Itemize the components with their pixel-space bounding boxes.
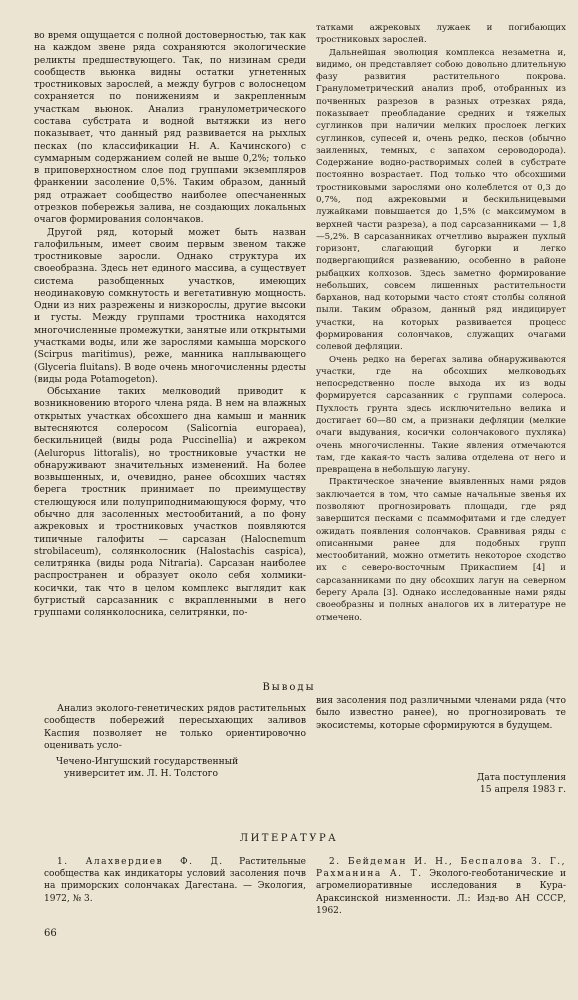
reference-text: Эколого-геоботанические и агромелиоративные исследования в Кура-Араксинской низменности. Л.: Изд-во АН СССР, 1962. [316,869,566,916]
reference-authors: 2. Бейдеман И. Н., Беспалова З. Г., Рахманина А. Т. [316,857,566,880]
paragraph: Очень редко на берегах залива обнаруживаются участки, где на обсохших мелководьях непосредственно после выхода их из воды формируется сарсазанник с группами солероса. Пухлость грунта здесь исключительно велика и достигает 60—80 см, а признаки дефляции (мелкие очаги выдувания, косички солончакового пухляка) очень многочисленны. Такие явления отмечаются там, где какая-то часть залива отделена от него и превращена в небольшую лагуну. [316,354,566,476]
received-date [316,772,566,796]
page-number: 66 [44,928,57,939]
affiliation-line: университет им. Л. Н. Толстого [64,768,219,779]
conclusions-heading: Выводы [262,682,316,693]
conclusions-left [44,703,306,752]
paragraph: татками ажрековых лужаек и погибающих тростниковых зарослей. [316,23,566,46]
received-value: 15 апреля 1983 г. [479,784,566,795]
paragraph: Другой ряд, который может быть назван галофильным, имеет своим первым звеном также тростниковые заросли. Однако структура их своеобразна. Здесь нет единого массива, а существует система разобщенных участков, имеющих неодинаковую сомкнутость и вегетативную мощность. Одни из них разрежены и низкорослы, другие высоки и густы. Между группами тростника находятся многочисленные промежутки, занятые или открытыми участками воды, или же зарослями камыша морского (Scirpus maritimus), реже, манника наплывающего (Glyceria fluitans). В воде очень многочисленны рдесты (виды рода Potamogeton). [34,226,306,385]
conclusions-text: Анализ эколого-генетических рядов растительных сообществ побережий пересыхающих заливов Каспия позволяет не только ориентировочно оценивать усло- [44,703,306,751]
received-label: Дата поступления [476,772,566,783]
reference-item [316,856,566,917]
reference-authors: 1. Алахвердиев Ф. Д. [57,857,224,867]
right-column [316,22,566,624]
left-column [34,30,306,620]
paragraph: Дальнейшая эволюция комплекса незаметна и, видимо, он представляет собою довольно длительную фазу развития растительного покрова. Гранулометрический анализ проб, отобранных из почвенных разрезов в разных отрезках ряда, показывает преобладание средних и тяжелых суглинков при наличии мелких прослоек легких суглинков, супесей и, очень редко, песков (обычно заиленных, темных, с запахом сероводорода). Содержание водно-растворимых солей в субстрате постоянно возрастает. Под только что обсохшими тростниковыми зарослями оно колеблется от 0,3 до 0,7%, под ажрековыми и бескильницевыми лужайками повышается до 1,5% (с максимумом в верхней части разреза), а под сарсазанниками — 1,8—5,2%. В сарсазанниках отчетливо выражен пухлый горизонт, слагающий бугорки и легко подвергающийся развеванию, особенно в районе рыбацких колхозов. Здесь заметно формирование небольших, совсем лишенных растительности барханов, над которыми часто стоят столбы соляной пыли. Таким образом, данный ряд индицирует участки, на которых развивается процесс формирования солончаков, служащих очагами солевой дефляции. [316,47,566,353]
references-heading: ЛИТЕРАТУРА [239,833,339,844]
affiliation-line: Чечено-Ингушский государственный [56,756,239,767]
affiliation [56,756,296,780]
paragraph: Обсыхание таких мелководий приводит к возникновению второго члена ряда. В нем на влажных открытых участках обсохшего дна камыш и манник вытесняются солеросом (Salicornia europaea), бескильницей (виды рода Puccinellia) и ажреком (Aeluropus littoralis), но тростниковые участки не обнаруживают значительных изменений. На более возвышенных, и, очевидно, ранее обсохших частях берега тростник принимает по преимуществу стелющуюся или полуприподнимающуюся форму, что обычно для засоленных местообитаний, а по фону ажрековых и тростниковых участков появляются типичные галофиты — сарсазан (Halocnemum strobilaceum), солянколосник (Halostachis caspica), селитрянка (виды рода Nitraria). Сарсазан наиболее распространен и образует около себя холмики-косички, так что в целом комплекс выглядит как бугристый сарсазанник с вкрапленными в него группами солянколосника, селитрянки, по- [34,386,306,619]
paragraph: во время ощущается с полной достоверностью, так как на каждом звене ряда сохраняются экологические реликты предшествующего. Так, по низинам среди сообществ вьюнка видны остатки угнетенных тростниковых зарослей, а между бугров с волоснецом сохраняется по понижениям и закрепленным участкам вьюнок. Анализ гранулометрического состава субстрата и водной вытяжки из него показывает, что данный ряд развивается на рыхлых песках (по классификации Н. А. Качинского) с суммарным содержанием солей не выше 0,2%; только в приповерхностном слое под группами экземпляров франкении засоление 0,5%. Таким образом, данный ряд отражает сообщество наиболее опесчаненных отрезков побережья залива, не создающих локальных очагов формирования солончаков. [34,30,306,226]
reference-text: Растительные сообщества как индикаторы условий засоления почв на приморских солончаках Дагестана. — Экология, 1972, № 3. [44,857,306,904]
conclusions-text: вия засоления под различными членами ряда (что было известно ранее), но прогнозировать те экосистемы, которые сформируются в будущем. [316,695,566,731]
conclusions-right [316,695,566,732]
paragraph: Практическое значение выявленных нами рядов заключается в том, что самые начальные звенья их позволяют прогнозировать площади, где ряд завершится песками с псаммофитами и где следует ожидать появления солончаков. Сравнивая ряды с описанными ранее для подобных групп местообитаний, можно отметить некоторое сходство их с северо-восточным Прикаспием [4] и сарсазанниками по дну обсохших лагун на северном берегу Арала [3]. Однако исследованные нами ряды своеобразны и полных аналогов их в литературе не отмечено. [316,477,566,623]
reference-item [44,856,306,905]
